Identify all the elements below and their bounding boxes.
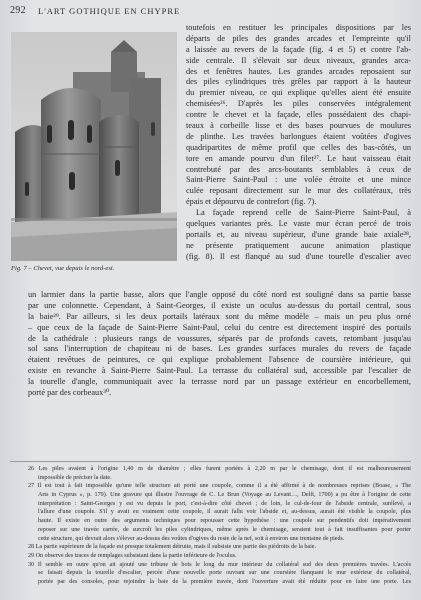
text-line: contre le chevet et la façade, elles possédaient des chapi- [186, 110, 411, 120]
right-column-text [186, 23, 411, 263]
footnote-line: interprétation : Saint-Georges y est vu depuis le port, c'est-à-dire côté chevet ; de loin, le cul-de-four de l'abside centrale, surélevé, a [38, 500, 411, 507]
text-line: épais et dépourvu de contrefort (fig. 7). [186, 197, 317, 207]
church-apse-photo [11, 32, 177, 261]
footnote-divider [10, 461, 411, 462]
text-line: – que ceux de la façade de Saint-Pierre Saint-Paul, celui du centre est directement inspiré des portails [28, 322, 411, 332]
text-line: toutefois en restituer les principales dispositions par les [186, 23, 411, 32]
text-line: sol sans l'interruption de chapiteau ni de bases. Les grandes surfaces murales du revers de façade [28, 344, 411, 354]
footnote-line: 29 On observe des traces de remplages subsistant dans la partie inférieure de l'oculus. [28, 552, 237, 559]
text-line: teaux à corbeille lisse et des bases pourvues de moulures [186, 121, 411, 131]
footnote-line: portée par des consoles, pour rejoindre la baie de la première travée, dont l'ouverture avait été réduite pour en faire une porte. Les [38, 578, 411, 585]
figure-caption: Fig. 7 – Chevet, vue depuis le nord-est. [11, 265, 115, 272]
text-line: tore en amande pourvu d'un filet²⁷. Le haut vaisseau était [186, 153, 411, 163]
running-title: L'ART GOTHIQUE EN CHYPRE [38, 6, 181, 16]
text-line: porté par des corbeaux³⁰. [28, 388, 112, 398]
text-line: chemisées²⁶. D'après les piles conservées intégralement [186, 99, 411, 109]
text-line: quelques variantes près. Le vaste mur écran percé de trois [186, 219, 411, 229]
footnote-line: 30 Il semble en outre qu'on ait ajouté une tribune de bois le long du mur intérieur du collatéral sud des deux premières travées. L'accès [28, 561, 411, 568]
footnote-line: Arts in Cyprus », p. 179). Une gravure qui illustre l'ouvrage de C. Le Brun (Voyage au Levant…, Delft, 1700) a pu être à l'origine de cette [38, 492, 411, 499]
text-line: (fig. 8). Il est flanqué au sud d'une tourelle d'escalier avec [186, 251, 411, 261]
text-line: side centrale. Il s'élevait sur deux niveaux, grandes arca- [186, 55, 411, 65]
footnote-line: 28 La partie supérieure de la façade est presque totalement détruite, mais il subsiste une partie des piédroits de la baie. [28, 544, 316, 551]
text-line: étaient revêtues de peintures, ce qui explique probablement l'absence de coursière intérieure, qui [28, 355, 411, 365]
text-line: de plinthe. Les travées barlongues étaient voûtées d'ogives [186, 131, 411, 141]
text-line: Saint-Pierre Saint-Paul : une volée étroite et une mince [186, 175, 411, 185]
text-line: des piles cylindriques très grêles par rapport à la hauteur [186, 77, 411, 87]
footnote-line: l'allure d'une coupole. S'il y avait eu vraiment cette coupole, il aurait fallu voir l'abside et, au-dessus, aurait été visible la coupole, plus [38, 509, 411, 516]
text-line: la tourelle d'angle, communiquait avec la terrasse nord par un passage extérieur en encorbellement, [28, 377, 411, 387]
text-line: un larmier dans la partie basse, alors que l'angle opposé du côté nord est souligné dans sa partie basse [28, 290, 411, 299]
text-line: la baie²⁹. Par ailleurs, si les deux portails latéraux sont du même modèle – mais un peu plus orné [28, 311, 411, 321]
text-line: culée reposant directement sur le mur des collatéraux, très [186, 186, 411, 196]
footnote-line: se faisait depuis la tourelle d'escalier, percée d'une nouvelle porte ouvrant sur une coursière flanquant le mur extérieur du collatéral, [38, 570, 411, 577]
footnotes [28, 465, 411, 587]
footnote-line: 27 Il est tout à fait impossible qu'une telle structure ait porté une coupole, comme il a été affirmé à de nombreuses reprises (Boase, « The [28, 483, 411, 490]
footnote-line: impossible de préciser la date. [38, 474, 112, 481]
text-line: départs de piles des grandes arcades et l'empreinte qu'il [186, 33, 411, 43]
running-head [10, 5, 410, 19]
text-line: portails et, au niveau supérieur, d'une grande baie axiale²⁸, [186, 229, 411, 239]
text-line: ne présente pratiquement aucune animation plastique [186, 240, 411, 250]
text-line: contrebuté par des arcs-boutants semblables à ceux de [186, 164, 411, 174]
text-line: des et fenêtres hautes. Les grandes arcades reposaient sur [186, 66, 411, 76]
footnote-line: 26 Les piles avaient à l'origine 1,40 m de diamètre ; elles furent portées à 2,20 m par le chemisage, dont il est malheureusement [28, 466, 411, 472]
photo-illustration [11, 32, 177, 261]
text-line: a laissée au revers de la façade (fig. 4 et 5) et contre l'ab- [186, 44, 411, 54]
text-line: quadripartites de même profil que celles des bas-côtés, un [186, 142, 411, 152]
page-number: 292 [10, 5, 26, 16]
text-line: existe en revanche à Saint-Pierre Saint-Paul. La terrasse du collatéral sud, accessible par l'escalier de [28, 366, 411, 376]
footnote-line: cette structure, qui devrait alors s'élever au-dessus des voûtes d'ogives du reste de la nef, soit à environ une trentaine de pieds. [38, 535, 345, 542]
text-line: de la cathédrale : plusieurs rangs de voussures, séparés par de profonds cavets, retombant jusqu'au [28, 333, 411, 343]
full-width-text [28, 290, 411, 399]
text-line: du premier niveau, ce qui explique qu'elles aient été ensuite [186, 88, 411, 98]
text-line: par une colonnette. Cependant, à Saint-Georges, il existe un oculus au-dessus du portail central, sous [28, 300, 411, 310]
footnote-line: reposer sur une travée carrée, de surcroît les piles cylindriques, même après le chemisage, seraient tout à fait insuffisantes pour porter [38, 526, 411, 533]
text-line: La façade reprend celle de Saint-Pierre Saint-Paul, à [196, 208, 411, 218]
footnote-line: haute. Il existe en outre des arguments techniques pour repousser cette hypothèse : une coupole sur pendentifs doit impérativement [38, 518, 411, 525]
